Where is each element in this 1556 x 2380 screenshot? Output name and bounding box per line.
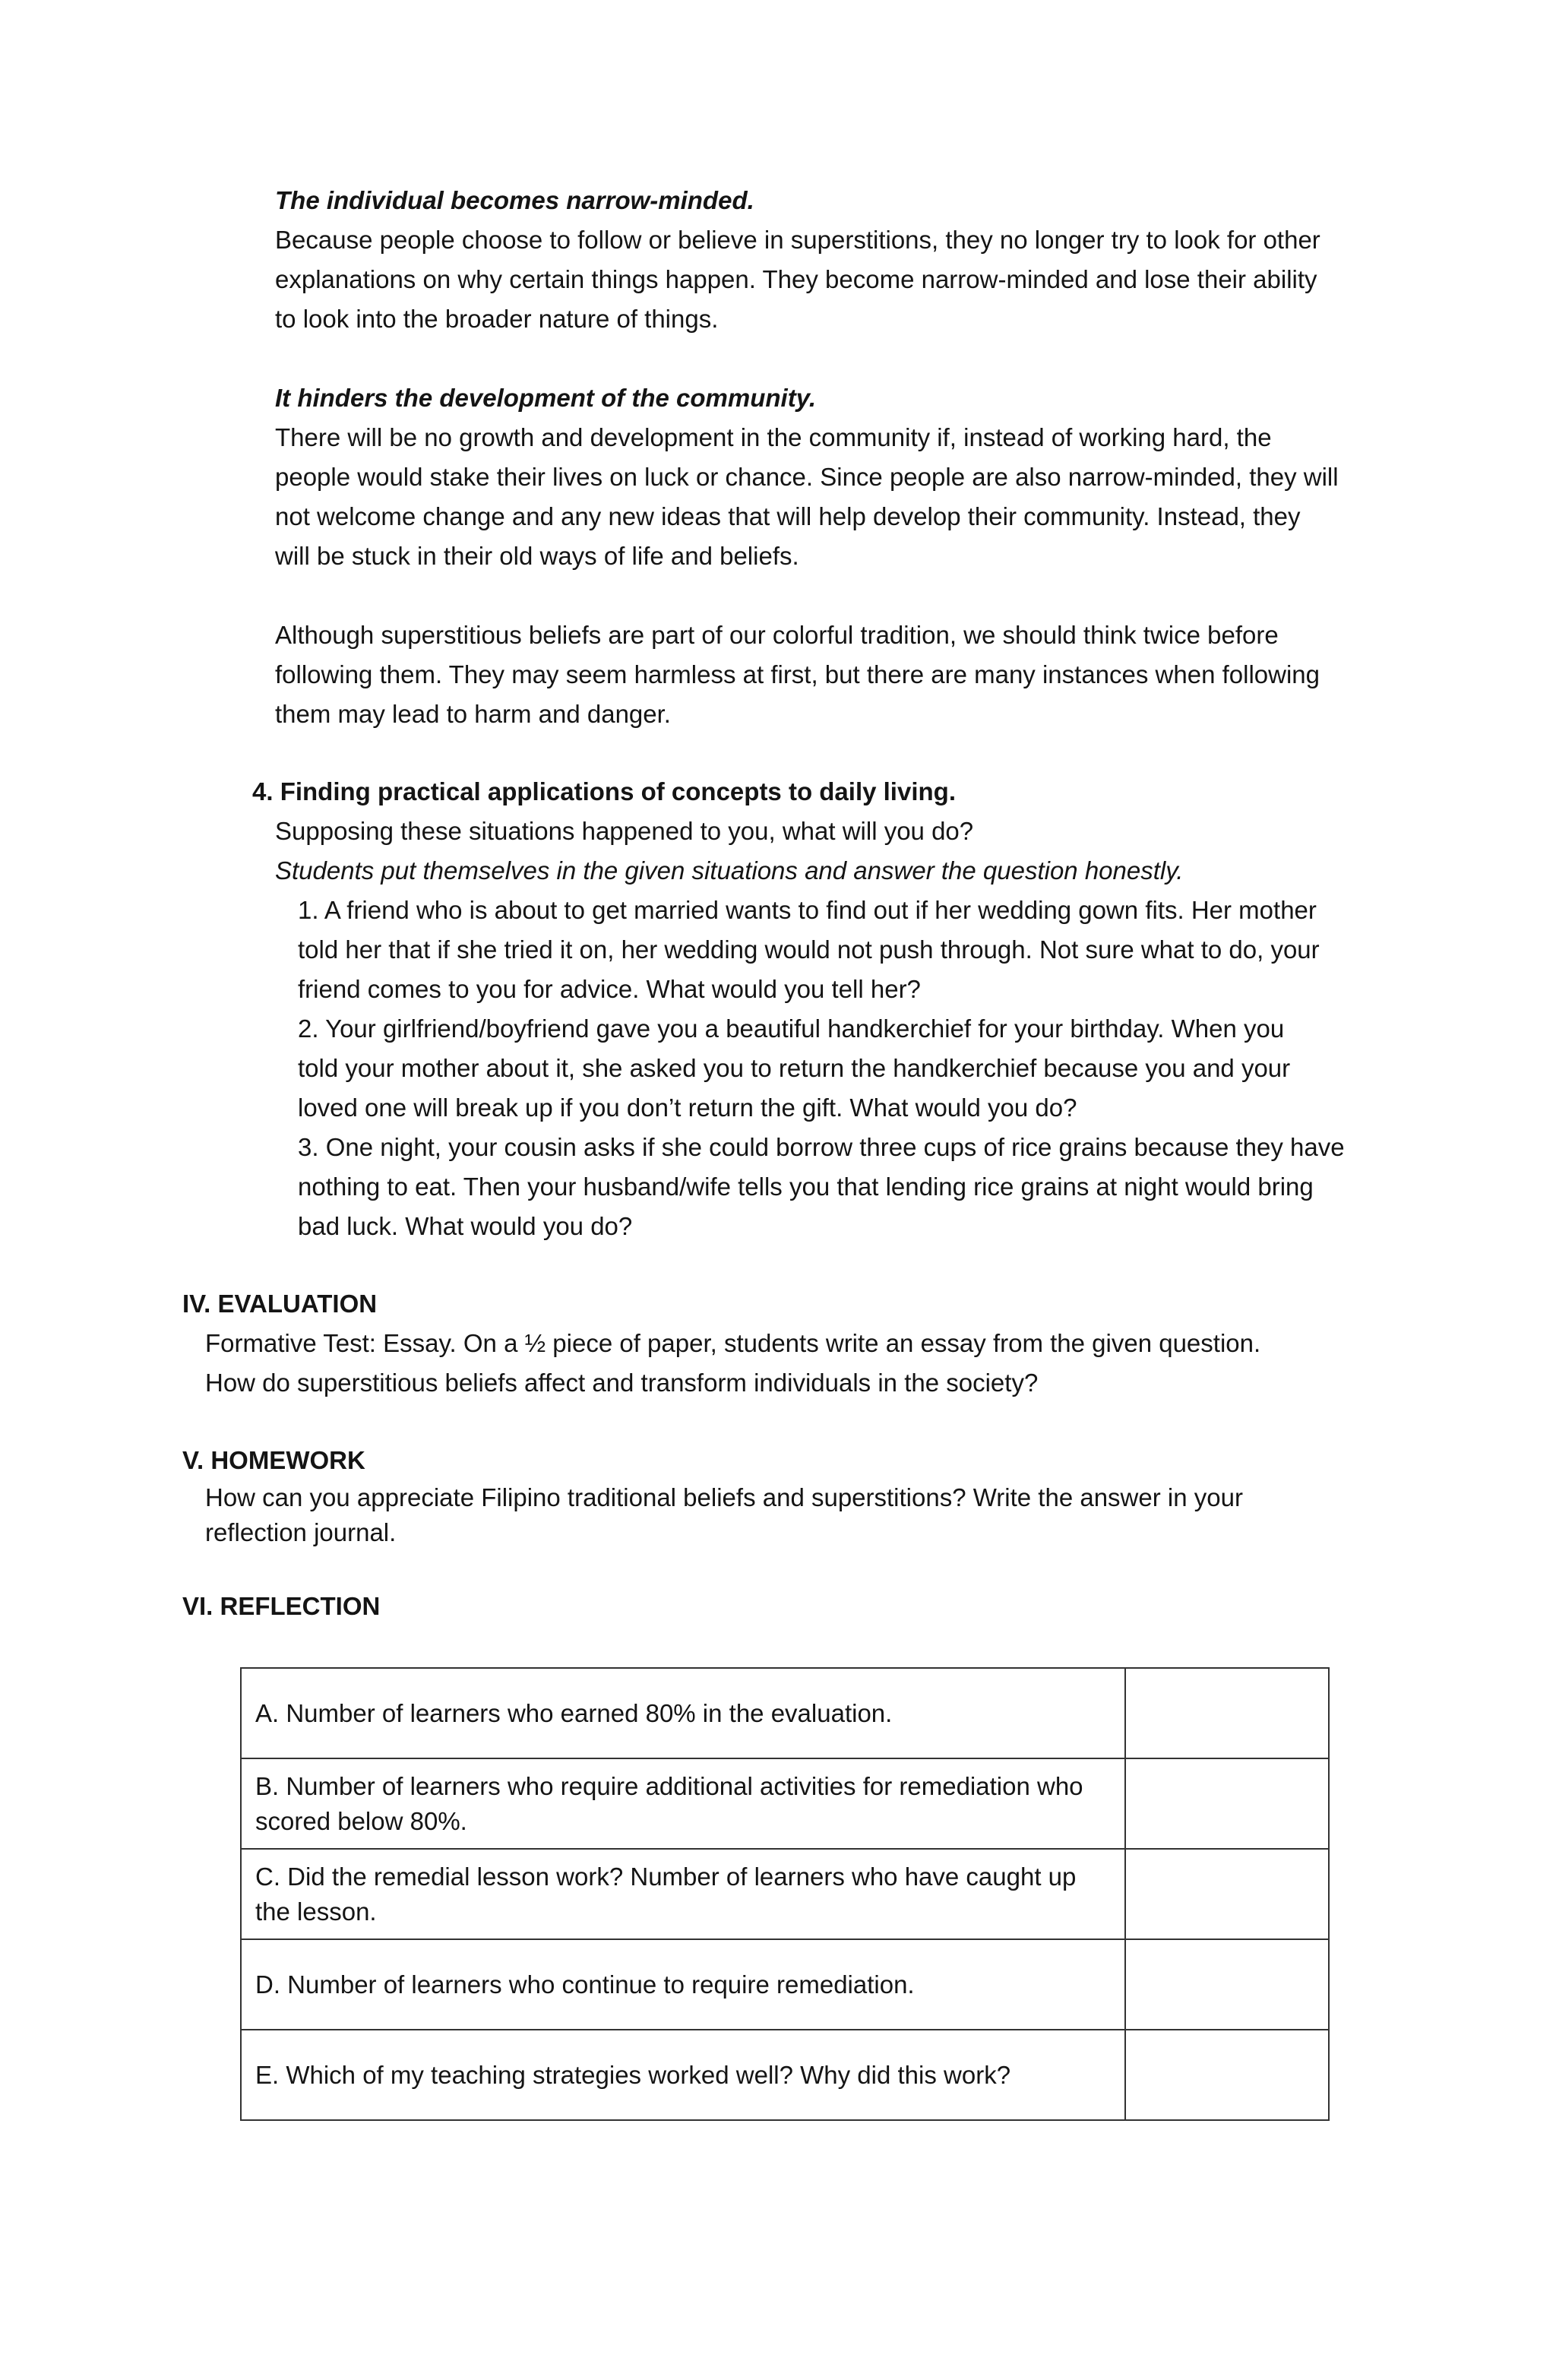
- reflection-heading: VI. REFLECTION: [182, 1592, 381, 1620]
- text-line: Although superstitious beliefs are part of our colorful tradition, we should think twice before: [275, 621, 1279, 649]
- hinders-development-heading: It hinders the development of the community.: [275, 384, 817, 412]
- text-line: people would stake their lives on luck or chance. Since people are also narrow-minded, they will: [275, 463, 1339, 491]
- narrow-minded-heading: The individual becomes narrow-minded.: [275, 186, 754, 214]
- situation-list: [298, 891, 1407, 1246]
- table-row: [241, 1939, 1329, 2030]
- list-item: bad luck. What would you do?: [298, 1212, 633, 1240]
- table-row: [241, 1668, 1329, 1758]
- text-line: to look into the broader nature of things.: [275, 305, 719, 333]
- evaluation-body: [205, 1324, 1390, 1403]
- table-row: [241, 2030, 1329, 2120]
- text-line: will be stuck in their old ways of life and beliefs.: [275, 542, 799, 570]
- answer-cell[interactable]: [1125, 1758, 1329, 1849]
- text-line: them may lead to harm and danger.: [275, 700, 671, 728]
- list-item: nothing to eat. Then your husband/wife tells you that lending rice grains at night would bring: [298, 1173, 1314, 1201]
- text-line: There will be no growth and development in the community if, instead of working hard, the: [275, 423, 1272, 451]
- text-line: How can you appreciate Filipino traditional beliefs and superstitions? Write the answer in your: [205, 1483, 1243, 1511]
- text-line: Formative Test: Essay. On a ½ piece of paper, students write an essay from the given question.: [205, 1329, 1261, 1357]
- list-item: 3. One night, your cousin asks if she could borrow three cups of rice grains because they have: [298, 1133, 1345, 1161]
- homework-heading: V. HOMEWORK: [182, 1446, 365, 1474]
- answer-cell[interactable]: [1125, 1668, 1329, 1758]
- list-item: loved one will break up if you don’t return the gift. What would you do?: [298, 1093, 1077, 1122]
- evaluation-heading: IV. EVALUATION: [182, 1290, 378, 1318]
- answer-cell[interactable]: [1125, 2030, 1329, 2120]
- homework-body: [205, 1480, 1390, 1550]
- answer-cell[interactable]: [1125, 1849, 1329, 1939]
- text-line: How do superstitious beliefs affect and transform individuals in the society?: [205, 1369, 1039, 1397]
- text-line: Because people choose to follow or believe in superstitions, they no longer try to look for other: [275, 226, 1320, 254]
- answer-cell[interactable]: [1125, 1939, 1329, 2030]
- reflection-question: C. Did the remedial lesson work? Number of learners who have caught up the lesson.: [241, 1849, 1125, 1939]
- reflection-question: B. Number of learners who require additional activities for remediation who scored below 80%.: [241, 1758, 1125, 1849]
- section-4-body: [275, 812, 1399, 891]
- section-4-instruction: Students put themselves in the given situations and answer the question honestly.: [275, 856, 1184, 885]
- reflection-question: E. Which of my teaching strategies worked well? Why did this work?: [241, 2030, 1125, 2120]
- text-line: not welcome change and any new ideas that will help develop their community. Instead, they: [275, 502, 1301, 530]
- list-item: told her that if she tried it on, her wedding would not push through. Not sure what to do, your: [298, 935, 1320, 964]
- list-item: 1. A friend who is about to get married wants to find out if her wedding gown fits. Her mother: [298, 896, 1317, 924]
- reflection-table: [240, 1667, 1330, 2121]
- table-row: [241, 1849, 1329, 1939]
- reflection-question: D. Number of learners who continue to require remediation.: [241, 1939, 1125, 2030]
- list-item: 2. Your girlfriend/boyfriend gave you a beautiful handkerchief for your birthday. When you: [298, 1014, 1285, 1043]
- narrow-minded-section: [275, 181, 1399, 734]
- list-item: friend comes to you for advice. What would you tell her?: [298, 975, 921, 1003]
- section-4-heading: 4. Finding practical applications of concepts to daily living.: [252, 777, 956, 805]
- reflection-question: A. Number of learners who earned 80% in the evaluation.: [241, 1668, 1125, 1758]
- list-item: told your mother about it, she asked you to return the handkerchief because you and your: [298, 1054, 1291, 1082]
- text-line: following them. They may seem harmless at first, but there are many instances when following: [275, 660, 1320, 688]
- text-line: explanations on why certain things happen. They become narrow-minded and lose their ability: [275, 265, 1317, 293]
- section-4-prompt: Supposing these situations happened to you, what will you do?: [275, 817, 974, 845]
- text-line: reflection journal.: [205, 1518, 397, 1546]
- table-row: [241, 1758, 1329, 1849]
